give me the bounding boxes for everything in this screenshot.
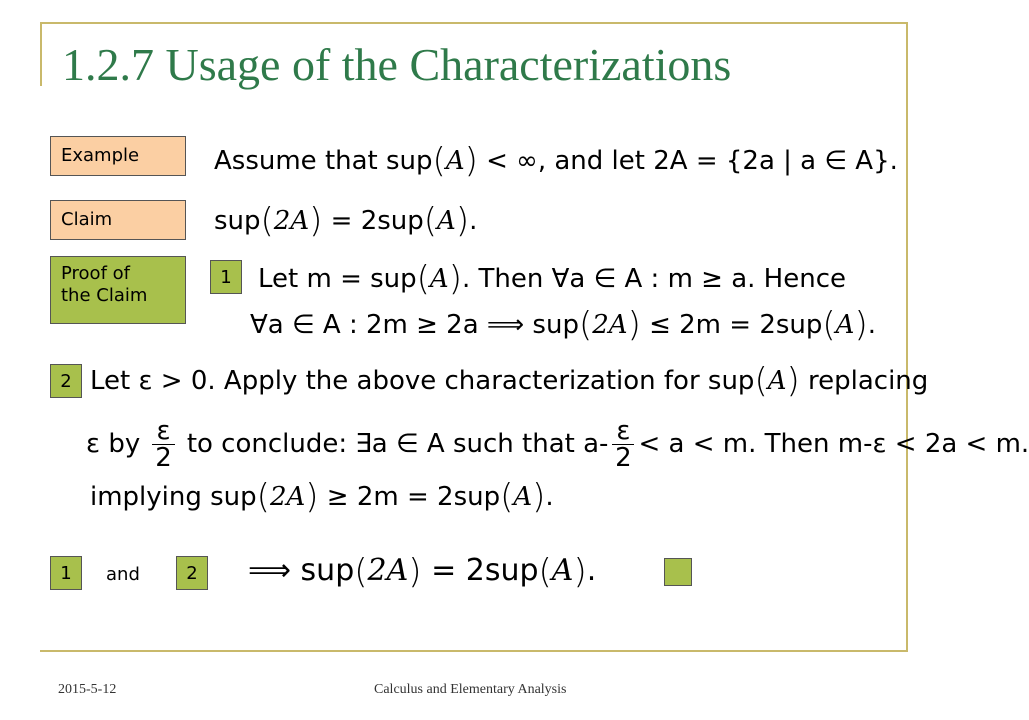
p1-text-a: Let m = sup (258, 264, 417, 294)
p2-text-d: ε by (86, 429, 141, 459)
proof-step-2-line1: Let ε > 0. Apply the above characterization for sup(A) replacing (90, 361, 929, 401)
claim-text-d: A (437, 206, 456, 236)
p1-text-b: A (429, 264, 449, 294)
concl-text-b: 2A (367, 553, 409, 588)
concl-text-e: . (586, 553, 597, 588)
top-rule (40, 22, 906, 24)
frac-a-denominator: 2 (155, 443, 172, 473)
proof-step-1-line1: Let m = sup(A). Then ∀a ∈ A : m ≥ a. Hence (258, 259, 846, 299)
conclusion-number-1: 1 (60, 562, 72, 584)
p2-text-e: to conclude: ∃a ∈ A such that a- (186, 429, 609, 459)
claim-text-a: sup (214, 206, 261, 236)
p2-text-g: implying sup (90, 482, 257, 512)
claim-text-e: . (469, 206, 478, 236)
conclusion-badge-1 (50, 556, 82, 590)
p2-text-j: A (513, 482, 533, 512)
claim-text-b: 2A (273, 206, 310, 236)
p1-text-f: ≤ 2m = 2sup (649, 310, 823, 340)
conclusion-statement: ⟹ sup(2A) = 2sup(A). (248, 552, 597, 592)
p1-text-c: . Then ∀a ∈ A : m ≥ a. Hence (461, 264, 846, 294)
right-rule (906, 22, 908, 652)
concl-text-c: = 2sup (431, 553, 539, 588)
conclusion-number-2: 2 (186, 562, 198, 584)
frac-a-numerator: ε (152, 418, 174, 445)
example-text-b: A (445, 146, 465, 176)
proof-step-2-line3: implying sup(2A) ≥ 2m = 2sup(A). (90, 477, 554, 517)
and-word: and (106, 564, 140, 585)
claim-label (50, 200, 186, 240)
frac-b-numerator: ε (612, 418, 634, 445)
p2-text-k: . (545, 482, 554, 512)
claim-statement: sup(2A) = 2sup(A). (214, 201, 478, 241)
frac-b-denominator: 2 (615, 443, 632, 473)
step-2-number: 2 (60, 370, 72, 392)
proof-label-line2: the Claim (61, 285, 148, 306)
slide-title: 1.2.7 Usage of the Characterizations (62, 39, 732, 90)
example-statement: Assume that sup(A) < ∞, and let 2A = {2a | a ∈ A}. (214, 141, 898, 181)
p1-text-e: 2A (592, 310, 628, 340)
fraction-eps-over-2-a (152, 418, 174, 471)
and-text (106, 560, 140, 590)
p1-text-d: ∀a ∈ A : 2m ≥ 2a ⟹ sup (250, 310, 579, 340)
bottom-rule (40, 650, 908, 652)
example-text-c: < ∞, and let 2A = {2a | a ∈ A}. (486, 146, 898, 176)
p2-text-f: < a < m. Then m-ε < 2a < m. (638, 429, 1029, 459)
example-label (50, 136, 186, 176)
p1-text-h: . (867, 310, 876, 340)
p2-text-i: ≥ 2m = 2sup (326, 482, 501, 512)
p2-text-a: Let ε > 0. Apply the above characterization for sup (90, 366, 755, 396)
footer-course: Calculus and Elementary Analysis (374, 682, 567, 697)
concl-text-d: A (551, 553, 574, 588)
example-text-a: Assume that sup (214, 146, 433, 176)
fraction-eps-over-2-b (612, 418, 634, 471)
concl-text-a: ⟹ sup (248, 553, 355, 588)
p2-text-h: 2A (269, 482, 306, 512)
step-1-number: 1 (220, 266, 232, 288)
proof-label-line1: Proof of (61, 263, 130, 284)
step-2-badge (50, 364, 82, 398)
qed-square (664, 558, 692, 586)
p2-text-b: A (767, 366, 787, 396)
conclusion-badge-2 (176, 556, 208, 590)
claim-text-c: = 2sup (330, 206, 424, 236)
p1-text-g: A (835, 310, 855, 340)
proof-label (50, 256, 186, 324)
p2-text-c: replacing (808, 366, 929, 396)
footer-date: 2015-5-12 (58, 682, 117, 697)
proof-step-2-line2 (86, 418, 1029, 471)
proof-step-1-line2: ∀a ∈ A : 2m ≥ 2a ⟹ sup(2A) ≤ 2m = 2sup(A). (250, 305, 876, 345)
left-rule (40, 22, 42, 86)
example-label-text: Example (61, 145, 140, 166)
step-1-badge (210, 260, 242, 294)
claim-label-text: Claim (61, 209, 113, 230)
